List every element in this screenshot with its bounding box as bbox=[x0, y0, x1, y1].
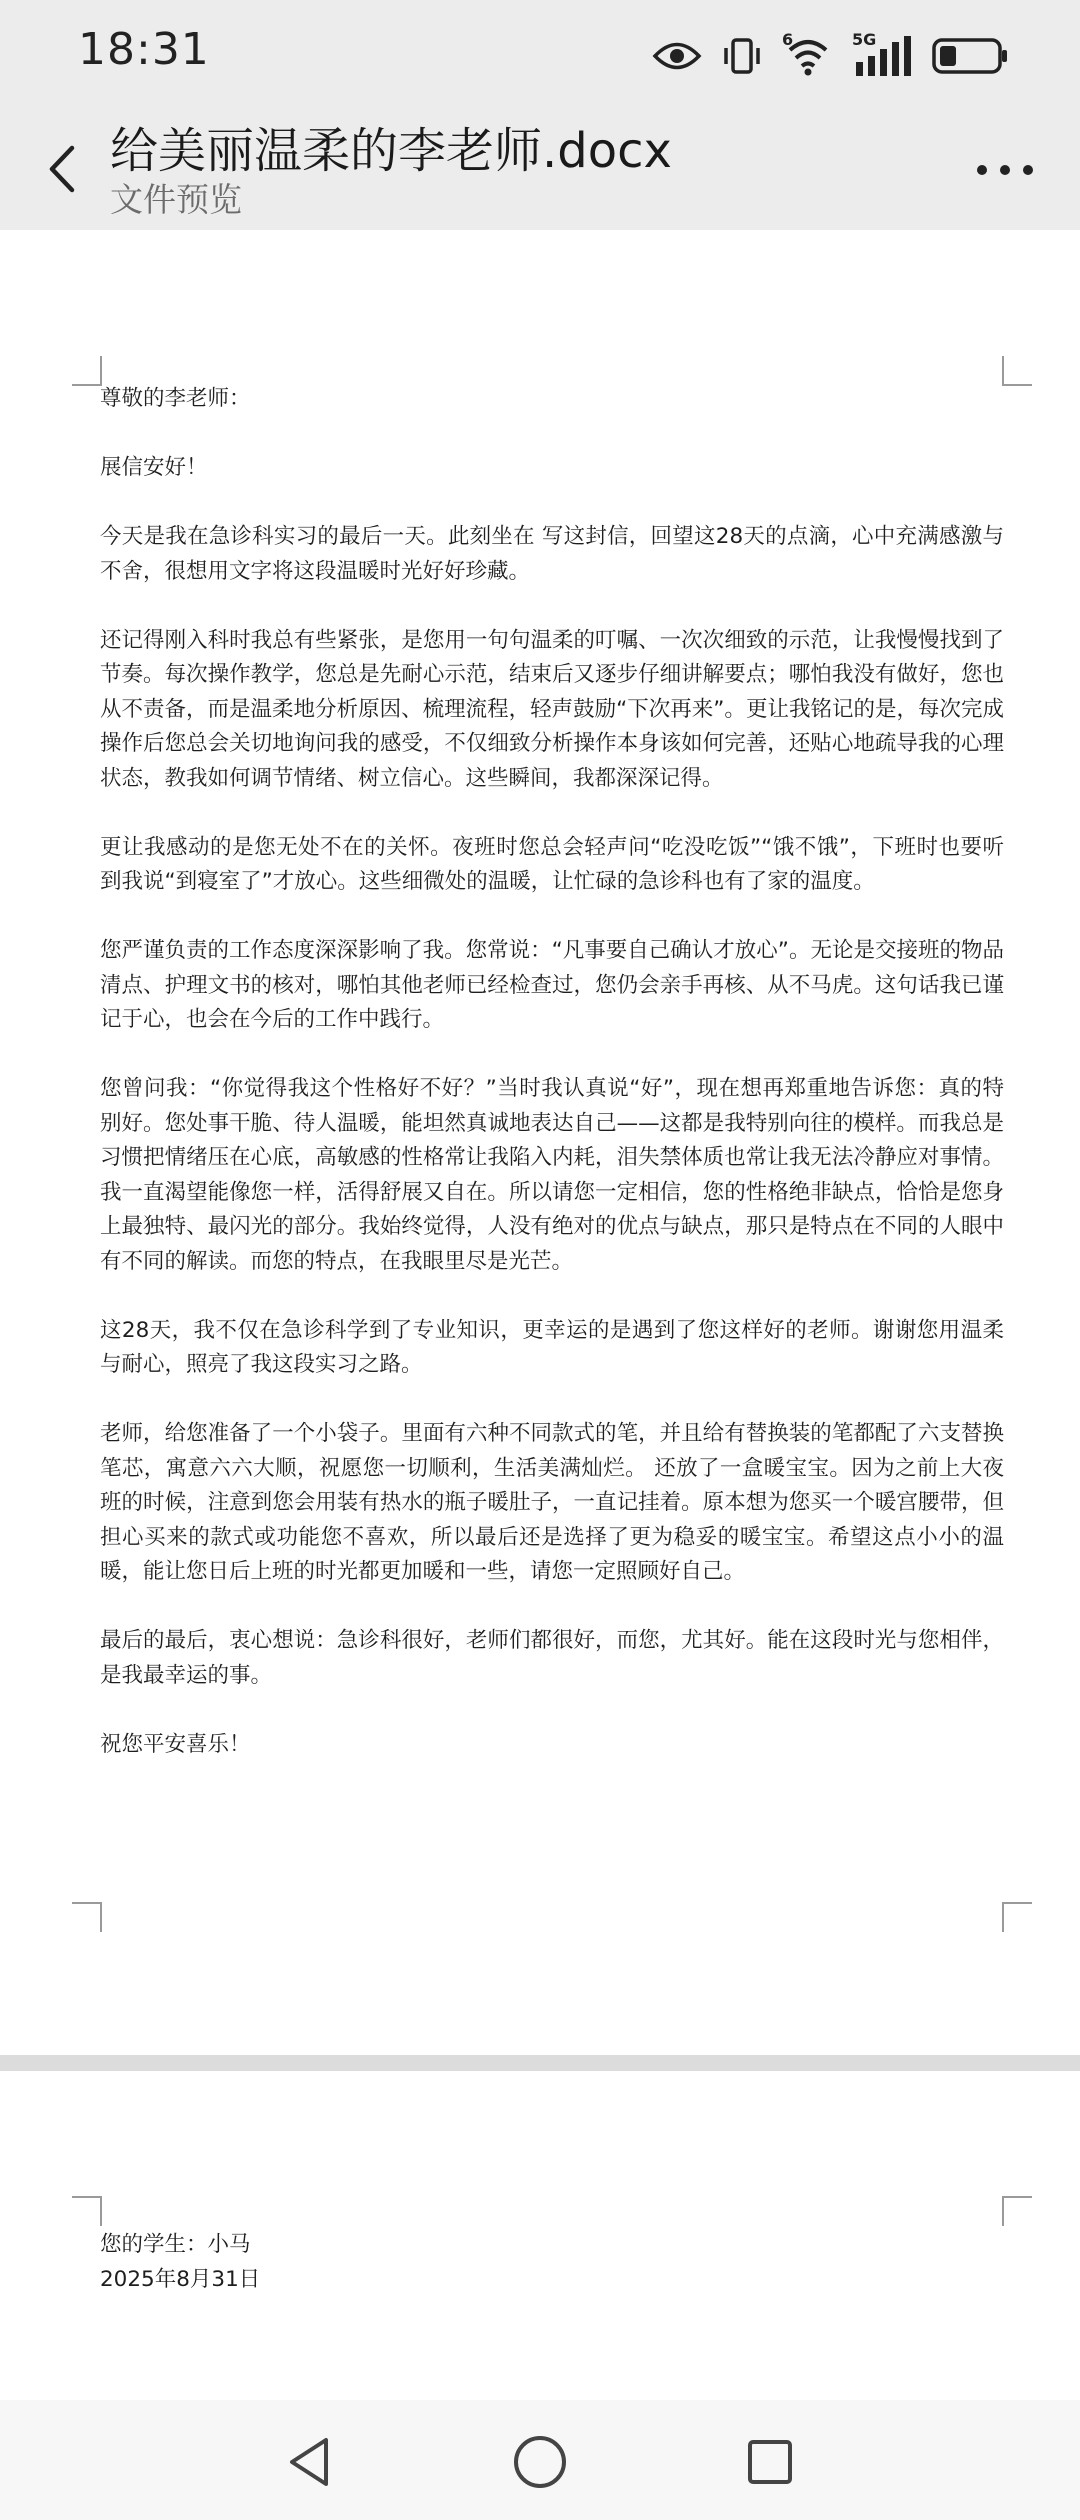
letter-signature: 您的学生：小马 bbox=[100, 2232, 251, 2257]
nav-back-button[interactable] bbox=[280, 2432, 340, 2492]
page-corner-mark bbox=[1002, 1902, 1032, 1932]
letter-date: 2025年8月31日 bbox=[100, 2266, 261, 2292]
letter-paragraph: 更让我感动的是您无处不在的关怀。夜班时您总会轻声问“吃没吃饭”“饿不饿”，下班时也要听到我说“到寝室了”才放心。这些细微处的温暖，让忙碌的急诊科也有了家的温度。 bbox=[100, 834, 1004, 894]
status-time: 18:31 bbox=[78, 24, 210, 75]
letter-paragraph: 还记得刚入科时我总有些紧张，是您用一句句温柔的叮嘱、一次次细致的示范，让我慢慢找到了节奏。每次操作教学，您总是先耐心示范，结束后又逐步仔细讲解要点；哪怕我没有做好，您也从不责备，而是温柔地分析原因、梳理流程，轻声鼓励“下次再来”。更让我铭记的是，每次完成操作后您总会关切地询问我的感受，不仅细致分析操作本身该如何完善，还贴心地疏导我的心理状态，教我如何调节情绪、树立信心。这些瞬间，我都深深记得。 bbox=[100, 627, 1004, 791]
wifi-label: 6 bbox=[782, 30, 794, 49]
more-dots-icon bbox=[970, 150, 1040, 190]
page-corner-mark bbox=[72, 1902, 102, 1932]
letter-paragraph: 这28天，我不仅在急诊科学到了专业知识，更幸运的是遇到了您这样好的老师。谢谢您用温柔与耐心，照亮了我这段实习之路。 bbox=[100, 1317, 1004, 1377]
vibrate-icon bbox=[720, 34, 764, 78]
letter-salutation: 尊敬的李老师： bbox=[100, 386, 251, 411]
document-subtitle: 文件预览 bbox=[110, 180, 242, 219]
letter-paragraph: 最后的最后，衷心想说：急诊科很好，老师们都很好，而您，尤其好。能在这段时光与您相伴，是我最幸运的事。 bbox=[100, 1628, 1004, 1688]
network-label: 5G bbox=[852, 30, 877, 49]
page-corner-mark bbox=[72, 356, 102, 386]
chevron-left-icon bbox=[30, 134, 100, 204]
letter-closing: 祝您平安喜乐！ bbox=[100, 1731, 251, 1757]
letter-paragraph: 您曾问我：“你觉得我这个性格好不好？”当时我认真说“好”，现在想再郑重地告诉您：真的特别好。您处事干脆、待人温暖，能坦然真诚地表达自己——这都是我特别向往的模样。而我总是习惯把情绪压在心底，高敏感的性格常让我陷入内耗，泪失禁体质也常让我无法冷静应对事情。我一直渴望能像您一样，活得舒展又自在。所以请您一定相信，您的性格绝非缺点，恰恰是您身上最独特、最闪光的部分。我始终觉得，人没有绝对的优点与缺点，那只是特点在不同的人眼中有不同的解读。而您的特点，在我眼里尽是光芒。 bbox=[100, 1076, 1004, 1274]
letter-greeting: 展信安好！ bbox=[100, 455, 208, 480]
document-title: 给美丽温柔的李老师.docx bbox=[110, 123, 672, 179]
battery-icon bbox=[932, 36, 1010, 76]
letter-paragraph: 您严谨负责的工作态度深深影响了我。您常说：“凡事要自己确认才放心”。无论是交接班的物品清点、护理文书的核对，哪怕其他老师已经检查过，您仍会亲手再核、从不马虎。这句话我已谨记于心，也会在今后的工作中践行。 bbox=[100, 938, 1004, 1032]
wifi-icon bbox=[782, 30, 834, 78]
letter-paragraph: 老师，给您准备了一个小袋子。里面有六种不同款式的笔，并且给有替换装的笔都配了六支替换笔芯，寓意六六大顺，祝愿您一切顺利，生活美满灿烂。 还放了一盒暖宝宝。因为之前上大夜班的时候，注意到您会用装有热水的瓶子暖肚子，一直记挂着。原本想为您买一个暖宫腰带，但担心买来的款式或功能您不喜欢，所以最后还是选择了更为稳妥的暖宝宝。希望这点小小的温暖，能让您日后上班的时光都更加暖和一些，请您一定照顾好自己。 bbox=[100, 1421, 1004, 1584]
nav-recents-button[interactable] bbox=[740, 2432, 800, 2492]
page-corner-mark bbox=[1002, 356, 1032, 386]
status-icons bbox=[652, 28, 1010, 84]
signal-icon bbox=[852, 30, 914, 78]
page-corner-mark bbox=[72, 2196, 102, 2226]
navigation-bar bbox=[0, 2400, 1080, 2520]
document-page-2[interactable] bbox=[0, 2071, 1080, 2401]
back-triangle-icon bbox=[280, 2432, 340, 2492]
nav-home-button[interactable] bbox=[510, 2432, 570, 2492]
back-button[interactable] bbox=[30, 134, 100, 204]
eye-comfort-icon bbox=[652, 39, 702, 73]
letter-paragraph: 今天是我在急诊科实习的最后一天。此刻坐在 写这封信，回望这28天的点滴，心中充满感激与不舍，很想用文字将这段温暖时光好好珍藏。 bbox=[100, 524, 1004, 584]
page-separator bbox=[0, 2055, 1080, 2071]
page-corner-mark bbox=[1002, 2196, 1032, 2226]
letter-signoff bbox=[100, 2228, 1004, 2297]
document-page-1[interactable] bbox=[0, 230, 1080, 2055]
recents-square-icon bbox=[740, 2432, 800, 2492]
letter-body bbox=[100, 382, 1004, 1762]
app-bar bbox=[0, 110, 1080, 230]
status-bar bbox=[0, 0, 1080, 110]
home-circle-icon bbox=[510, 2432, 570, 2492]
more-button[interactable] bbox=[970, 150, 1040, 190]
